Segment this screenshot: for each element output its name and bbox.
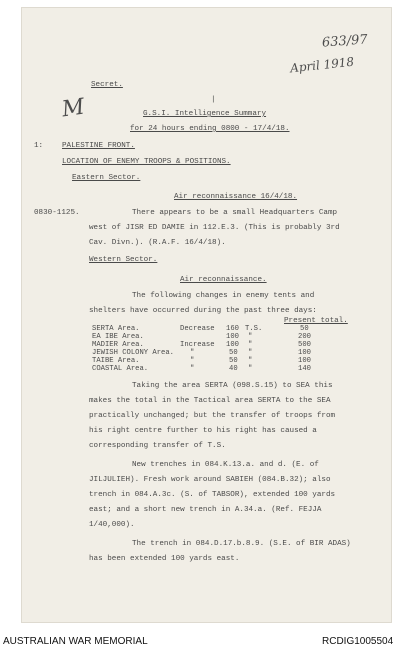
archive-id: RCDIG1005504 bbox=[322, 636, 394, 647]
para2-line3: practically unchanged; but the transfer of troops from bbox=[89, 412, 336, 420]
para3-line5: 1/40,000). bbox=[89, 521, 135, 529]
para2-line4: his right centre further to his right has caused a bbox=[89, 427, 317, 435]
change-count: 40 bbox=[229, 365, 238, 373]
section-subtitle: LOCATION OF ENEMY TROOPS & POSITIONS. bbox=[62, 158, 231, 166]
change-unit: T.S. bbox=[245, 325, 263, 333]
air-recon-heading-1: Air reconnaissance 16/4/18. bbox=[174, 193, 298, 201]
para1-line1: There appears to be a small Headquarters Camp bbox=[132, 209, 338, 217]
section-number: 1: bbox=[34, 142, 44, 150]
change-type: " bbox=[190, 357, 195, 365]
para1-line3: Cav. Divn.). (R.A.F. 16/4/18). bbox=[89, 239, 226, 247]
present-total: 100 bbox=[298, 349, 311, 357]
change-unit: " bbox=[248, 357, 253, 365]
change-unit: " bbox=[248, 365, 253, 373]
change-count: 160 bbox=[226, 325, 239, 333]
area-name: TAIBE Area. bbox=[92, 357, 140, 365]
intro-line2: shelters have occurred during the past three days: bbox=[89, 307, 317, 315]
air-recon-heading-2: Air reconnaissance. bbox=[180, 276, 267, 284]
para2-line1: Taking the area SERTA (098.S.15) to SEA this bbox=[132, 382, 333, 390]
change-unit: " bbox=[248, 349, 253, 357]
para3-line1: New trenches in 084.K.13.a. and d. (E. of bbox=[132, 461, 319, 469]
time-range: 0830-1125. bbox=[34, 209, 80, 217]
title-marker: | bbox=[211, 96, 216, 104]
para1-line2: west of JISR ED DAMIE in 112.E.3. (This is probably 3rd bbox=[89, 224, 340, 232]
present-total: 100 bbox=[298, 357, 311, 365]
area-name: SERTA Area. bbox=[92, 325, 140, 333]
area-name: MADIER Area. bbox=[92, 341, 144, 349]
area-name: EA IBE Area. bbox=[92, 333, 144, 341]
para4-line1: The trench in 084.D.17.b.8.9. (S.E. of BIR ADAS) bbox=[132, 540, 351, 548]
change-type: " bbox=[190, 365, 195, 373]
change-type: Decrease bbox=[180, 325, 215, 333]
summary-title: G.S.I. Intelligence Summary bbox=[143, 110, 267, 118]
handwritten-ref-number: 633/97 bbox=[321, 32, 369, 51]
para2-line2: makes the total in the Tactical area SERTA to the SEA bbox=[89, 397, 331, 405]
para3-line2: JILJULIEH). Fresh work around SABIEH (084.B.32); also bbox=[89, 476, 331, 484]
change-type: " bbox=[190, 349, 195, 357]
handwritten-margin-mark: M bbox=[60, 94, 87, 123]
eastern-sector-heading: Eastern Sector. bbox=[72, 174, 141, 182]
present-total: 200 bbox=[298, 333, 311, 341]
present-total-header: Present total. bbox=[284, 317, 348, 325]
change-count: 50 bbox=[229, 357, 238, 365]
summary-period: for 24 hours ending 0800 - 17/4/18. bbox=[130, 125, 290, 133]
present-total: 500 bbox=[298, 341, 311, 349]
change-unit: " bbox=[248, 333, 253, 341]
area-name: COASTAL Area. bbox=[92, 365, 149, 373]
handwritten-date: April 1918 bbox=[289, 54, 355, 76]
para3-line4: east; and a short new trench in A.34.a. (Ref. FEJJA bbox=[89, 506, 322, 514]
western-sector-heading: Western Sector. bbox=[89, 256, 158, 264]
section-title: PALESTINE FRONT. bbox=[62, 142, 135, 150]
change-type: Increase bbox=[180, 341, 215, 349]
present-total: 140 bbox=[298, 365, 311, 373]
area-name: JEWISH COLONY Area. bbox=[92, 349, 174, 357]
present-total: 50 bbox=[300, 325, 309, 333]
change-count: 100 bbox=[226, 333, 239, 341]
para2-line5: corresponding transfer of T.S. bbox=[89, 442, 226, 450]
classification: Secret. bbox=[91, 81, 123, 89]
para4-line2: has been extended 100 yards east. bbox=[89, 555, 240, 563]
change-count: 100 bbox=[226, 341, 239, 349]
intro-line1: The following changes in enemy tents and bbox=[132, 292, 315, 300]
change-count: 50 bbox=[229, 349, 238, 357]
change-unit: " bbox=[248, 341, 253, 349]
archive-credit: AUSTRALIAN WAR MEMORIAL bbox=[3, 636, 148, 647]
para3-line3: trench in 084.A.3c. (S. of TABSOR), extended 100 yards bbox=[89, 491, 336, 499]
